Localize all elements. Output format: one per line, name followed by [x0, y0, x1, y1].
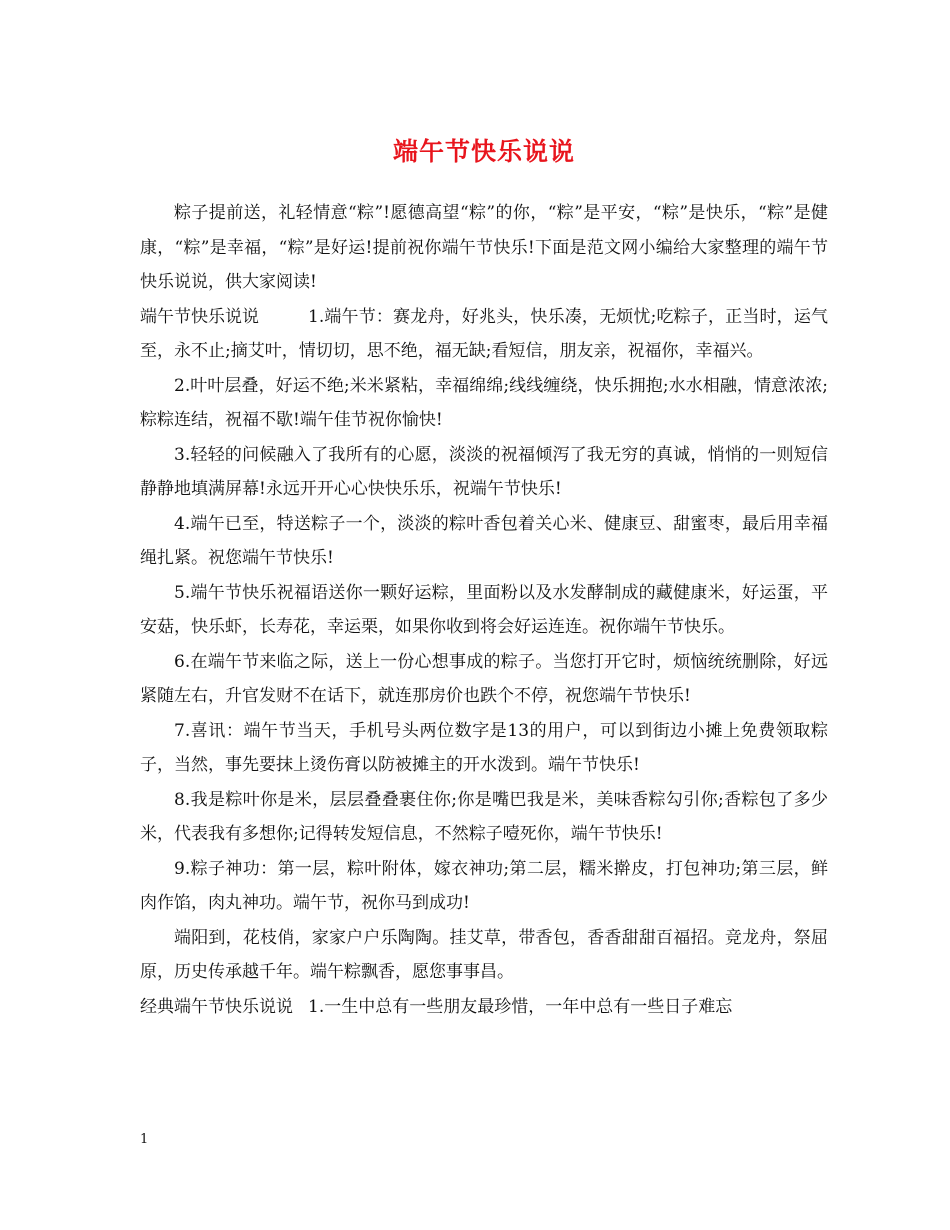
section-2-heading: 经典端午节快乐说说 — [140, 996, 293, 1017]
list-item: 端阳到，花枝俏，家家户户乐陶陶。挂艾草，带香包，香香甜甜百福招。竞龙舟，祭屈原，历史传承越千年。端午粽飘香，愿您事事昌。 — [140, 927, 828, 982]
section-2-item-1: 1.一生中总有一些朋友最珍惜，一年中总有一些日子难忘 — [308, 996, 733, 1017]
page-number: 1 — [140, 1132, 149, 1147]
list-item: 3.轻轻的问候融入了我所有的心愿，淡淡的祝福倾泻了我无穷的真诚，悄悄的一则短信静静地填满屏幕!永远开开心心快快乐乐，祝端午节快乐! — [140, 444, 828, 499]
section-1-heading: 端午节快乐说说 — [140, 306, 259, 327]
document-body — [140, 196, 828, 1024]
list-item: 4.端午已至，特送粽子一个，淡淡的粽叶香包着关心米、健康豆、甜蜜枣，最后用幸福绳扎紧。祝您端午节快乐! — [140, 513, 828, 568]
section-2-paragraph — [140, 990, 828, 1025]
list-item: 7.喜讯：端午节当天，手机号头两位数字是13的用户，可以到街边小摊上免费领取粽子，当然，事先要抹上烫伤膏以防被摊主的开水泼到。端午节快乐! — [140, 720, 828, 775]
section-1-item-1: 1.端午节：赛龙舟，好兆头，快乐凑，无烦忧;吃粽子，正当时，运气至，永不止;摘艾叶，情切切，思不绝，福无缺;看短信，朋友亲，祝福你，幸福兴。 — [140, 306, 828, 361]
section-1-paragraph — [140, 300, 828, 369]
list-item: 9.粽子神功：第一层，粽叶附体，嫁衣神功;第二层，糯米擀皮，打包神功;第三层，鲜肉作馅，肉丸神功。端午节，祝你马到成功! — [140, 858, 828, 913]
list-item: 6.在端午节来临之际，送上一份心想事成的粽子。当您打开它时，烦恼统统删除，好远紧随左右，升官发财不在话下，就连那房价也跌个不停，祝您端午节快乐! — [140, 651, 828, 706]
document-title: 端午节快乐说说 — [392, 137, 575, 166]
list-item: 8.我是粽叶你是米，层层叠叠裹住你;你是嘴巴我是米，美味香粽勾引你;香粽包了多少米，代表我有多想你;记得转发短信息，不然粽子噎死你，端午节快乐! — [140, 789, 828, 844]
intro-paragraph: 粽子提前送，礼轻情意“粽”!愿德高望“粽”的你，“粽”是平安，“粽”是快乐，“粽”是健康，“粽”是幸福，“粽”是好运!提前祝你端午节快乐!下面是范文网小编给大家整理的端午节快乐说说，供大家阅读! — [140, 203, 828, 292]
list-item: 2.叶叶层叠，好运不绝;米米紧粘，幸福绵绵;线线缠绕，快乐拥抱;水水相融，情意浓浓;粽粽连结，祝福不歇!端午佳节祝你愉快! — [140, 375, 828, 430]
document-page — [140, 0, 828, 1230]
list-item: 5.端午节快乐祝福语送你一颗好运粽，里面粉以及水发酵制成的藏健康米，好运蛋，平安菇，快乐虾，长寿花，幸运栗，如果你收到将会好运连连。祝你端午节快乐。 — [140, 582, 828, 637]
